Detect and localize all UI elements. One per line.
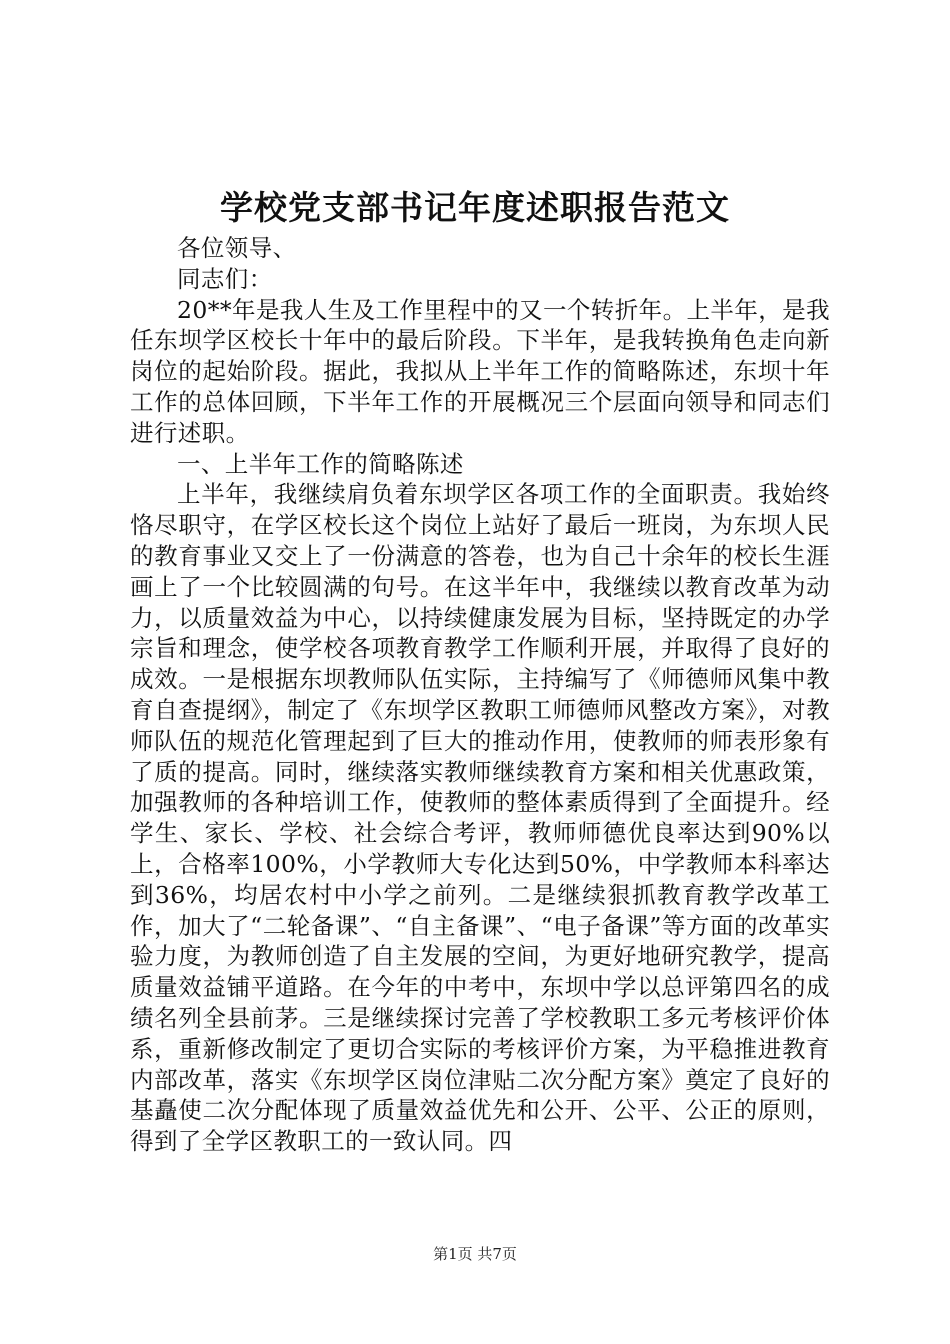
page-number-footer: 第1页 共7页 [433, 1245, 517, 1263]
document-title: 学校党支部书记年度述职报告范文 [220, 188, 730, 227]
document-body [130, 233, 830, 1157]
intro-paragraph: 20**年是我人生及工作里程中的又一个转折年。上半年，是我任东坝学区校长十年中的最后阶段。下半年，是我转换角色走向新岗位的起始阶段。据此，我拟从上半年工作的简略陈述，东坝十年工作的总体回顾，下半年工作的开展概况三个层面向领导和同志们进行述职。 [130, 295, 830, 447]
salutation-line-2: 同志们： [177, 264, 273, 293]
body-paragraph: 上半年，我继续肩负着东坝学区各项工作的全面职责。我始终恪尽职守，在学区校长这个岗位上站好了最后一班岗，为东坝人民的教育事业又交上了一份满意的答卷，也为自己十余年的校长生涯画上了一个比较圆满的句号。在这半年中，我继续以教育改革为动力，以质量效益为中心，以持续健康发展为目标，坚持既定的办学宗旨和理念，使学校各项教育教学工作顺利开展，并取得了良好的成效。一是根据东坝教师队伍实际，主持编写了《师德师风集中教育自查提纲》，制定了《东坝学区教职工师德师风整改方案》，对教师队伍的规范化管理起到了巨大的推动作用，使教师的师表形象有了质的提高。同时，继续落实教师继续教育方案和相关优惠政策，加强教师的各种培训工作，使教师的整体素质得到了全面提升。经学生、家长、学校、社会综合考评，教师师德优良率达到90%以上，合格率100%，小学教师大专化达到50%，中学教师本科率达到36%，均居农村中小学之前列。二是继续狠抓教育教学改革工作，加大了“二轮备课”、“自主备课”、“电子备课”等方面的改革实验力度，为教师创造了自主发展的空间，为更好地研究教学，提高质量效益铺平道路。在今年的中考中，东坝中学以总评第四名的成绩名列全县前茅。三是继续探讨完善了学校教职工多元考核评价体系，重新修改制定了更切合实际的考核评价方案，为平稳推进教育内部改革，落实《东坝学区岗位津贴二次分配方案》奠定了良好的基矗使二次分配体现了质量效益优先和公开、公平、公正的原则，得到了全学区教职工的一致认同。四 [130, 480, 830, 1156]
salutation-line-1: 各位领导、 [177, 234, 297, 262]
section-heading: 一、上半年工作的简略陈述 [177, 449, 464, 478]
